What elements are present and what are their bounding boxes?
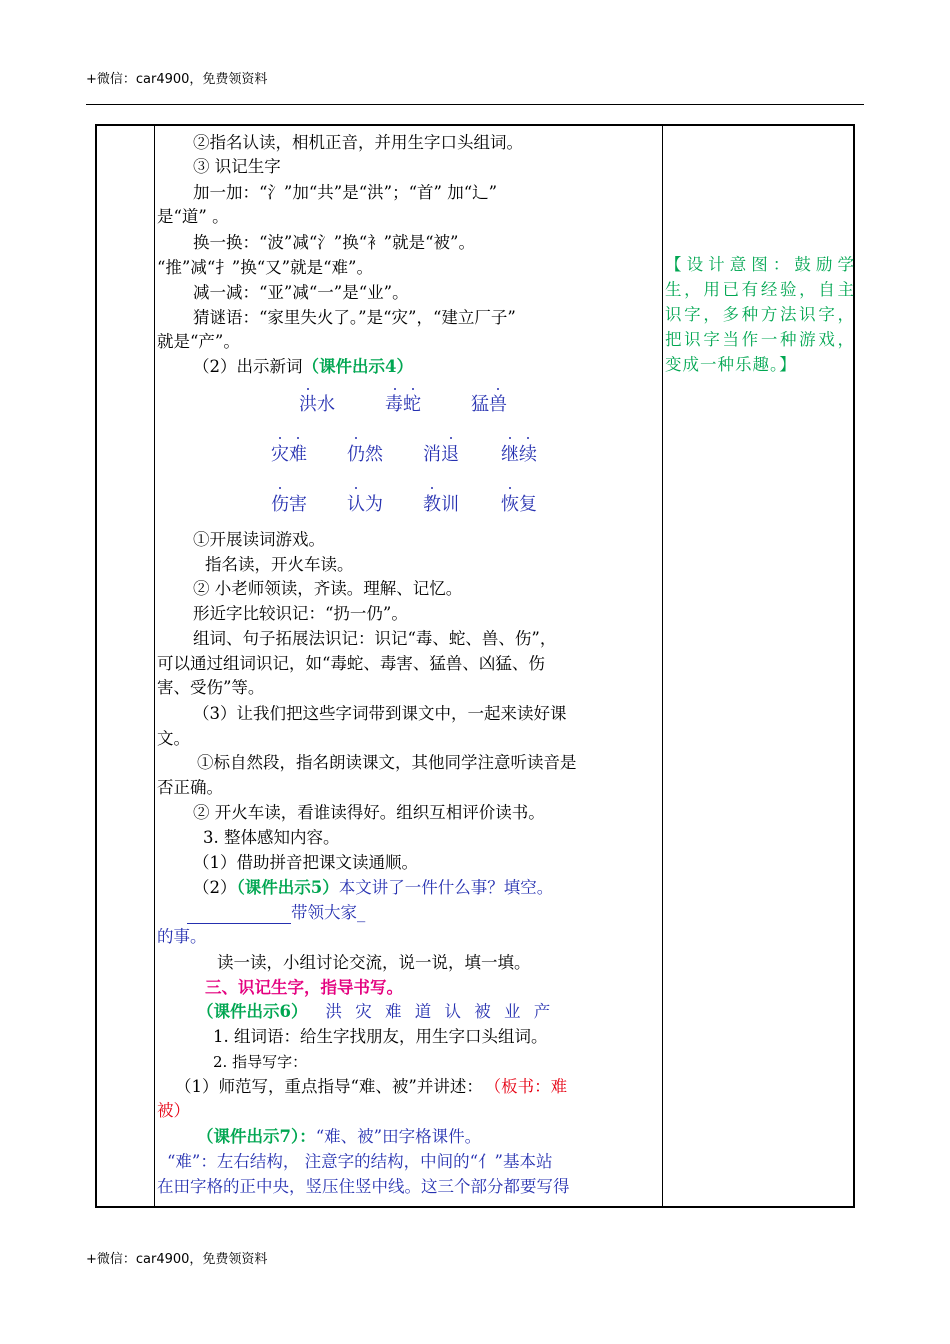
text-line: 猜谜语：“家里失火了。”是“灾”，“建立厂子” <box>193 308 516 327</box>
emphasis-dot <box>279 487 281 489</box>
text-line: 文。 <box>157 729 190 748</box>
text-line <box>197 1126 481 1148</box>
section-heading: 三、识记生字，指导书写。 <box>205 978 403 997</box>
text-line: 3. 整体感知内容。 <box>203 828 340 847</box>
emphasis-dot <box>355 437 357 439</box>
vocab-word: 消退 <box>423 444 459 465</box>
text-line: 否正确。 <box>157 778 223 797</box>
text-span: （1）师范写，重点指导“难、被”并讲述： <box>175 1077 483 1096</box>
vocab-word: 猛兽 <box>471 394 507 415</box>
text-line: 2. 指导写字： <box>213 1053 308 1071</box>
board-note: （板书：难 <box>492 1077 568 1096</box>
table-divider-2 <box>662 126 663 1206</box>
courseware-tag: （课件出示4） <box>302 357 413 376</box>
vocab-word: 仍然 <box>347 444 383 465</box>
vocab-word: 继续 <box>501 444 537 465</box>
emphasis-dot <box>355 487 357 489</box>
emphasis-dot <box>509 437 511 439</box>
vocab-word: 伤害 <box>271 494 307 515</box>
text-line: （1）借助拼音把课文读通顺。 <box>193 853 418 872</box>
page-header-text: +微信：car4900，免费领资料 <box>86 72 268 87</box>
vocab-word: 灾难 <box>271 444 307 465</box>
text-line: 在田字格的正中央，竖压住竖中线。这三个部分都要写得 <box>157 1177 570 1196</box>
vocab-word: 恢复 <box>501 494 537 515</box>
text-line <box>175 1076 567 1098</box>
lesson-table <box>95 124 855 1208</box>
text-span: 带领大家_ <box>291 903 366 922</box>
text-line: 换一换：“波”减“氵”换“衤”就是“被”。 <box>193 233 475 252</box>
text-span: （2） <box>193 878 237 897</box>
vocab-word: 毒蛇 <box>385 394 421 415</box>
emphasis-dot <box>509 487 511 489</box>
text-span: “难、被”田字格课件。 <box>315 1127 482 1146</box>
text-line: 害、受伤”等。 <box>157 678 265 697</box>
text-line <box>197 1001 554 1023</box>
text-line: 组词、句子拓展法识记：识记“毒、蛇、兽、伤”， <box>193 629 557 648</box>
board-note: 被） <box>157 1101 190 1120</box>
text-line: ③ 识记生字 <box>193 157 281 176</box>
emphasis-dot <box>394 388 396 390</box>
text-line: ①开展读词游戏。 <box>193 530 325 549</box>
text-line: （3）让我们把这些字词带到课文中，一起来读好课 <box>193 704 567 723</box>
text-line <box>187 902 365 924</box>
emphasis-dot <box>279 437 281 439</box>
courseware-tag: （课件出示6） <box>197 1002 308 1021</box>
text-line <box>193 356 413 378</box>
header-divider <box>86 104 864 105</box>
text-line: ② 小老师领读，齐读。理解、记忆。 <box>193 579 463 598</box>
text-line: “难”：左右结构， 注意字的结构，中间的“亻”基本站 <box>167 1152 553 1171</box>
text-span: 本文讲了一件什么事？填空。 <box>338 878 554 897</box>
courseware-tag: （课件出示7）： <box>197 1127 316 1146</box>
text-line: ② 开火车读，看谁读得好。组织互相评价读书。 <box>193 803 545 822</box>
text-line: 指名读，开火车读。 <box>205 555 354 574</box>
vocab-word: 教训 <box>423 494 459 515</box>
blank-underline <box>187 907 291 924</box>
emphasis-dot <box>431 487 433 489</box>
emphasis-dot <box>307 388 309 390</box>
text-line: 加一加：“氵”加“共”是“洪”；“首” 加“辶” <box>193 183 498 202</box>
emphasis-dot <box>497 388 499 390</box>
vocab-word: 洪水 <box>299 394 335 415</box>
text-line: 读一读，小组讨论交流，说一说，填一填。 <box>217 953 531 972</box>
text-line: 形近字比较识记：“扔一仍”。 <box>193 604 408 623</box>
text-line <box>193 877 553 899</box>
text-span: （2）出示新词 <box>193 357 303 376</box>
table-divider-1 <box>154 126 155 1206</box>
emphasis-dot <box>450 437 452 439</box>
text-line: “推”减“扌”换“又”就是“难”。 <box>157 258 373 277</box>
text-line: 是“道” 。 <box>157 207 229 226</box>
text-line: 1. 组词语：给生字找朋友，用生字口头组词。 <box>213 1027 548 1046</box>
text-line: 可以通过组词识记，如“毒蛇、毒害、猛兽、凶猛、伤 <box>157 654 545 673</box>
text-line: ①标自然段，指名朗读课文，其他同学注意听读音是 <box>197 753 577 772</box>
text-line: 的事。 <box>157 927 207 946</box>
vocab-word: 认为 <box>347 494 383 515</box>
text-span: 洪 灾 难 道 认 被 业 产 <box>325 1002 555 1021</box>
text-line: 减一减：“亚”减“一”是“业”。 <box>193 283 409 302</box>
courseware-tag: （课件出示5） <box>236 878 339 897</box>
emphasis-dot <box>297 437 299 439</box>
emphasis-dot <box>527 437 529 439</box>
design-intent-note: 【设计意图：鼓励学生，用已有经验，自主识字，多种方法识字，把识字当作一种游戏，变成一种乐趣。】 <box>665 255 855 374</box>
text-line: ②指名认读，相机正音，并用生字口头组词。 <box>193 133 523 152</box>
text-line: 就是“产”。 <box>157 332 240 351</box>
emphasis-dot <box>412 388 414 390</box>
page-footer-text: +微信：car4900，免费领资料 <box>86 1252 268 1267</box>
